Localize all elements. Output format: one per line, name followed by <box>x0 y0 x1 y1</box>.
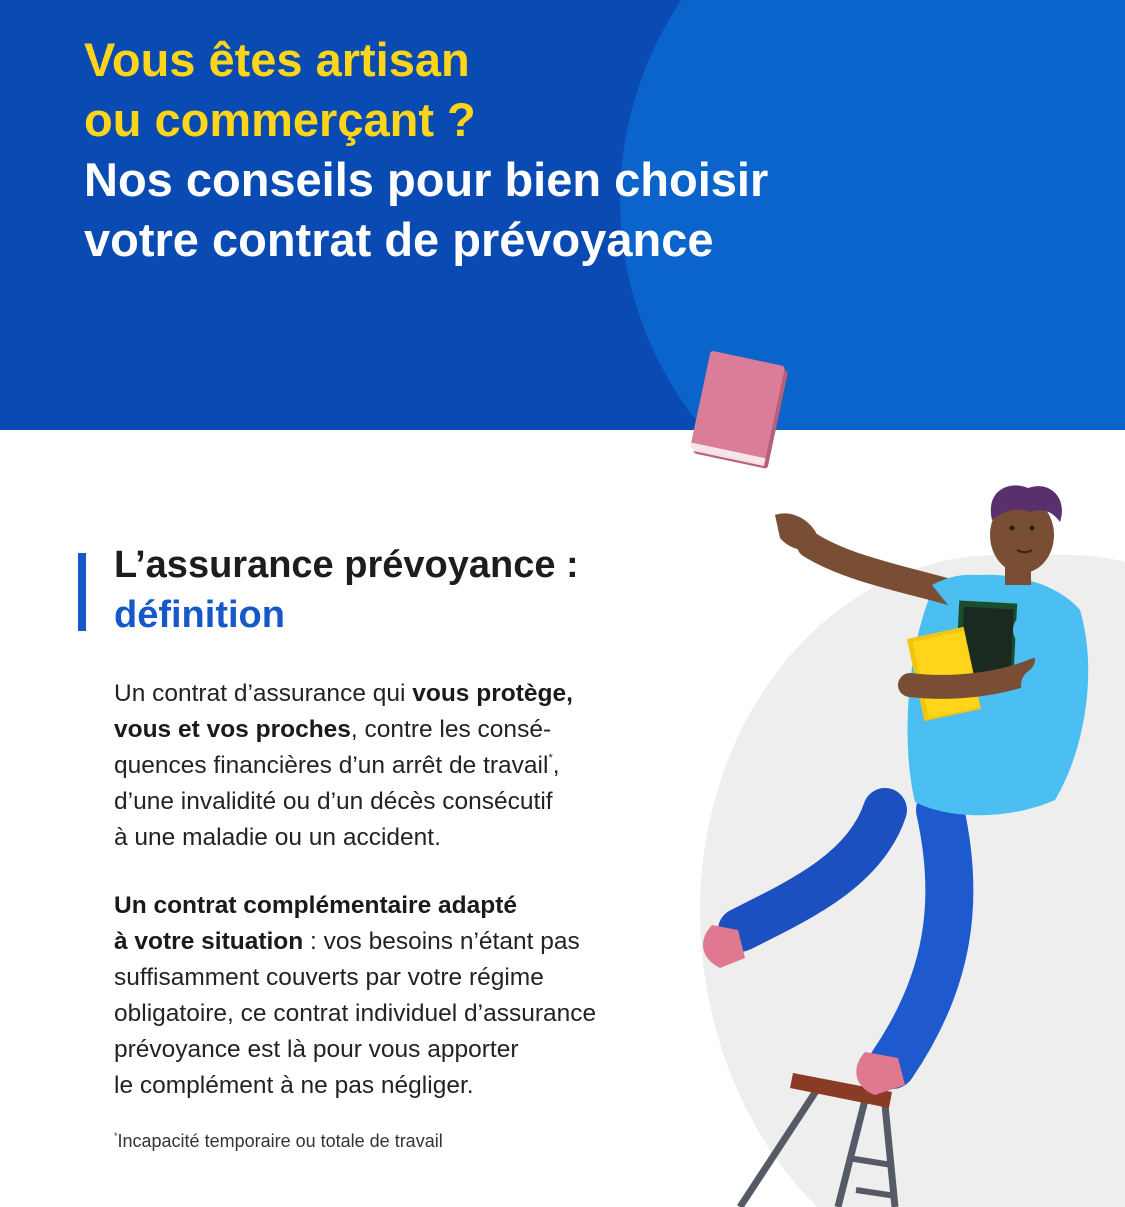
footnote-marker: * <box>548 752 553 764</box>
text-span: quences financières d’un arrêt de travail <box>114 752 549 779</box>
paragraph-line: suffisamment couverts par votre régime <box>114 964 544 991</box>
text-span: : vos besoins n’étant pas <box>303 928 580 955</box>
falling-book-icon <box>689 351 789 469</box>
bold-span: à votre situation <box>114 928 304 955</box>
bold-span: Un contrat complémentaire adapté <box>114 892 517 919</box>
paragraph-line: prévoyance est là pour vous apporter <box>114 1036 519 1063</box>
paragraph-line: à une maladie ou un accident. <box>114 824 441 851</box>
section-subtitle: définition <box>114 594 285 636</box>
footnote-text: Incapacité temporaire ou totale de travail <box>117 1131 443 1151</box>
paragraph-line <box>114 748 694 784</box>
section-accent-bar <box>78 553 86 631</box>
hero-title-line-1: Vous êtes artisan <box>84 33 470 86</box>
paragraph-line <box>114 712 694 748</box>
paragraph-line: d’une invalidité ou d’un décès consécutif <box>114 788 553 815</box>
bold-span: vous et vos proches <box>114 716 351 743</box>
text-span: , contre les consé- <box>350 716 552 743</box>
paragraph-line <box>114 924 694 960</box>
complementary-paragraph <box>114 888 694 1104</box>
text-span: , <box>552 752 560 779</box>
text-span: Un contrat d’assurance qui <box>114 680 413 707</box>
paragraph-line <box>114 676 694 712</box>
hero-title <box>84 30 984 270</box>
section-title: L’assurance prévoyance : <box>114 544 579 586</box>
footnote-marker: * <box>114 1131 118 1141</box>
hero-title-line-3: Nos conseils pour bien choisir <box>84 153 769 206</box>
bold-span: vous protège, <box>412 680 573 707</box>
definition-paragraph <box>114 676 694 856</box>
paragraph-line: le complément à ne pas négliger. <box>114 1072 474 1099</box>
section-heading <box>114 540 714 640</box>
illustration-person-falling <box>660 340 1125 1207</box>
paragraph-line <box>114 888 694 924</box>
footnote <box>114 1131 443 1152</box>
hero-title-line-4: votre contrat de prévoyance <box>84 213 714 266</box>
paragraph-line: obligatoire, ce contrat individuel d’assurance <box>114 1000 597 1027</box>
hero-title-line-2: ou commerçant ? <box>84 93 476 146</box>
